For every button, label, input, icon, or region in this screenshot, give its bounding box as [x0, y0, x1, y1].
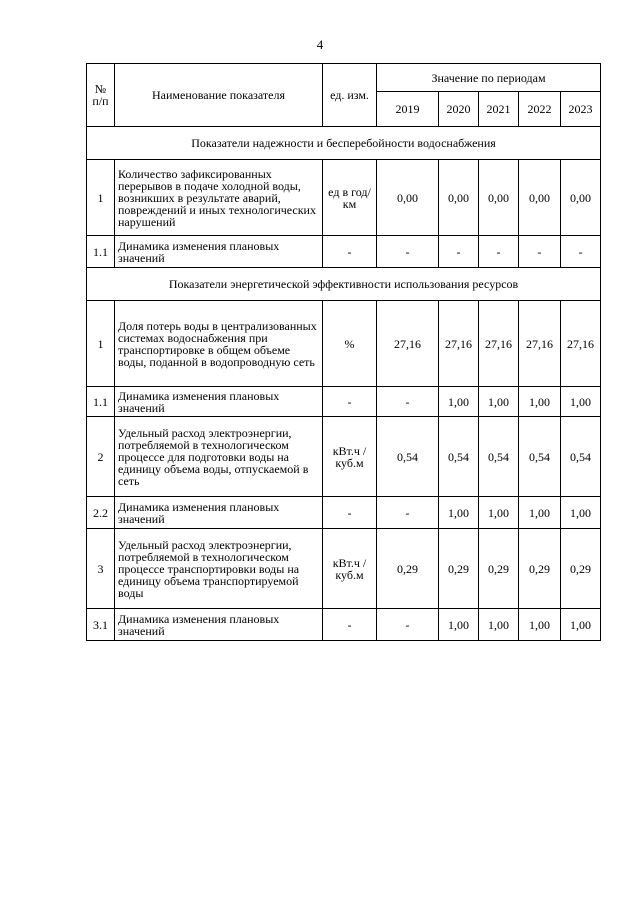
row-name: Динамика изменения плановых значений — [115, 387, 323, 417]
row-unit: - — [323, 497, 377, 529]
row-num: 2 — [87, 417, 115, 497]
row-num: 1 — [87, 301, 115, 387]
row-value: 0,29 — [519, 529, 561, 609]
row-value: 0,00 — [519, 160, 561, 236]
row-value: - — [377, 236, 439, 268]
row-unit: - — [323, 609, 377, 641]
row-name: Количество зафиксированных перерывов в подаче холодной воды, возникших в результате аварий, повреждений и иных технологических нарушений — [115, 160, 323, 236]
row-num: 3 — [87, 529, 115, 609]
row-name: Доля потерь воды в централизованных системах водоснабжения при транспортировке в общем объеме воды, поданной в водопроводную сеть — [115, 301, 323, 387]
row-value: - — [377, 387, 439, 417]
indicators-table — [86, 63, 601, 641]
header-year: 2022 — [519, 92, 561, 127]
table-row — [87, 529, 601, 609]
table-row — [87, 497, 601, 529]
table-row — [87, 417, 601, 497]
row-value: 1,00 — [519, 497, 561, 529]
row-value: 1,00 — [519, 609, 561, 641]
row-num: 3.1 — [87, 609, 115, 641]
header-year: 2023 — [561, 92, 601, 127]
row-num: 1.1 — [87, 236, 115, 268]
row-name: Динамика изменения плановых значений — [115, 236, 323, 268]
row-value: 0,00 — [479, 160, 519, 236]
row-name: Удельный расход электроэнергии, потребляемой в технологическом процессе транспортировки воды на единицу объема транспортируемой воды — [115, 529, 323, 609]
section-title: Показатели надежности и бесперебойности водоснабжения — [87, 127, 601, 160]
header-values: Значение по периодам — [377, 64, 601, 92]
row-value: 1,00 — [439, 609, 479, 641]
row-value: 27,16 — [377, 301, 439, 387]
header-year: 2019 — [377, 92, 439, 127]
row-value: - — [377, 609, 439, 641]
table-row — [87, 387, 601, 417]
row-unit: кВт.ч / куб.м — [323, 529, 377, 609]
row-value: - — [377, 497, 439, 529]
row-value: 1,00 — [479, 497, 519, 529]
table-row — [87, 160, 601, 236]
header-num: № п/п — [87, 64, 115, 127]
row-value: - — [479, 236, 519, 268]
row-unit: ед в год/ км — [323, 160, 377, 236]
row-value: 27,16 — [519, 301, 561, 387]
page-number: 4 — [316, 37, 324, 52]
row-value: - — [561, 236, 601, 268]
row-value: 1,00 — [561, 387, 601, 417]
row-value: 1,00 — [561, 497, 601, 529]
table-header-row — [87, 64, 601, 92]
row-unit: кВт.ч / куб.м — [323, 417, 377, 497]
row-value: 27,16 — [561, 301, 601, 387]
row-name: Динамика изменения плановых значений — [115, 497, 323, 529]
row-value: 0,54 — [479, 417, 519, 497]
row-value: 1,00 — [479, 387, 519, 417]
row-unit: % — [323, 301, 377, 387]
row-value: 0,29 — [479, 529, 519, 609]
table-row — [87, 236, 601, 268]
table-row — [87, 301, 601, 387]
row-value: 27,16 — [479, 301, 519, 387]
header-year: 2020 — [439, 92, 479, 127]
table-row — [87, 609, 601, 641]
row-name: Удельный расход электроэнергии, потребляемой в технологическом процессе для подготовки воды на единицу объема воды, отпускаемой в сеть — [115, 417, 323, 497]
row-num: 1.1 — [87, 387, 115, 417]
header-unit: ед. изм. — [323, 64, 377, 127]
row-value: 27,16 — [439, 301, 479, 387]
row-value: 0,00 — [561, 160, 601, 236]
row-value: - — [519, 236, 561, 268]
row-value: 1,00 — [561, 609, 601, 641]
row-value: 0,54 — [439, 417, 479, 497]
section-title-row — [87, 127, 601, 160]
row-value: - — [439, 236, 479, 268]
row-value: 0,54 — [561, 417, 601, 497]
row-name: Динамика изменения плановых значений — [115, 609, 323, 641]
row-value: 0,29 — [439, 529, 479, 609]
row-value: 0,54 — [377, 417, 439, 497]
header-year: 2021 — [479, 92, 519, 127]
section-title-row — [87, 268, 601, 301]
header-name: Наименование показателя — [115, 64, 323, 127]
row-value: 0,00 — [377, 160, 439, 236]
row-value: 0,29 — [377, 529, 439, 609]
row-value: 0,00 — [439, 160, 479, 236]
section-title: Показатели энергетической эффективности использования ресурсов — [87, 268, 601, 301]
row-value: 1,00 — [439, 497, 479, 529]
row-num: 1 — [87, 160, 115, 236]
row-value: 1,00 — [439, 387, 479, 417]
row-value: 1,00 — [519, 387, 561, 417]
row-value: 1,00 — [479, 609, 519, 641]
row-value: 0,29 — [561, 529, 601, 609]
row-unit: - — [323, 387, 377, 417]
row-num: 2.2 — [87, 497, 115, 529]
row-value: 0,54 — [519, 417, 561, 497]
row-unit: - — [323, 236, 377, 268]
